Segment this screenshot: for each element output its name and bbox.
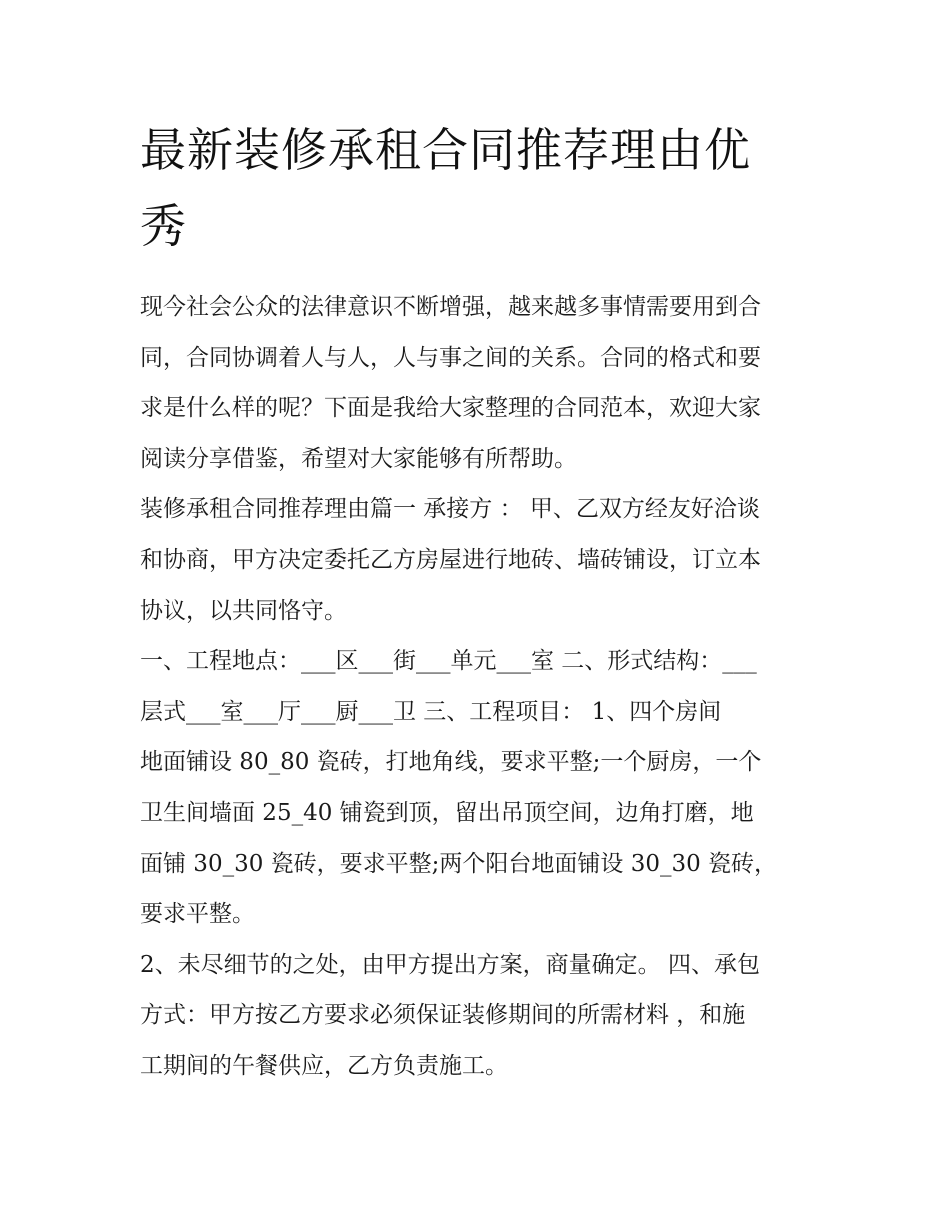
text-line: 2、未尽细节的之处，由甲方提出方案，商量确定。 四、承包 bbox=[140, 951, 760, 978]
text-line: 现今社会公众的法律意识不断增强，越来越多事情需要用到合 bbox=[140, 294, 761, 320]
text-line: 阅读分享借鉴，希望对大家能够有所帮助。 bbox=[140, 445, 577, 472]
text-line: 工期间的午餐供应，乙方负责施工。 bbox=[140, 1052, 508, 1079]
text-line: 地面铺设 80_80 瓷砖，打地角线，要求平整;一个厨房，一个 bbox=[140, 749, 762, 776]
text-line: 面铺 30_30 瓷砖，要求平整;两个阳台地面铺设 30_30 瓷砖， bbox=[140, 850, 778, 877]
title-line: 秀 bbox=[140, 199, 187, 253]
contract-intro-paragraph bbox=[140, 484, 816, 636]
project-details-paragraph bbox=[140, 636, 816, 940]
text-line: 层式___室___厅___厨___卫 三、工程项目： 1、四个房间 bbox=[140, 698, 722, 725]
text-line: 卫生间墙面 25_40 铺瓷到顶，留出吊顶空间，边角打磨，地 bbox=[140, 799, 754, 826]
text-line: 装修承租合同推荐理由篇一 承接方 ： 甲、乙双方经友好洽谈 bbox=[140, 496, 760, 523]
title-line: 最新装修承租合同推荐理由优 bbox=[140, 123, 751, 177]
text-line: 方式：甲方按乙方要求必须保证装修期间的所需材料 ，和施 bbox=[140, 1002, 746, 1029]
document-title bbox=[140, 112, 820, 264]
text-line: 协议，以共同恪守。 bbox=[140, 597, 347, 624]
text-line: 同，合同协调着人与人，人与事之间的关系。合同的格式和要 bbox=[140, 344, 761, 371]
document-body bbox=[140, 282, 816, 1092]
text-line: 和协商，甲方决定委托乙方房屋进行地砖、墙砖铺设，订立本 bbox=[140, 546, 761, 573]
text-line: 求是什么样的呢？下面是我给大家整理的合同范本，欢迎大家 bbox=[140, 395, 761, 422]
contract-terms-paragraph bbox=[140, 940, 816, 1092]
intro-paragraph bbox=[140, 282, 816, 484]
text-line: 要求平整。 bbox=[140, 901, 255, 928]
text-line: 一、工程地点：___区___街___单元___室 二、形式结构：___ bbox=[140, 648, 757, 675]
